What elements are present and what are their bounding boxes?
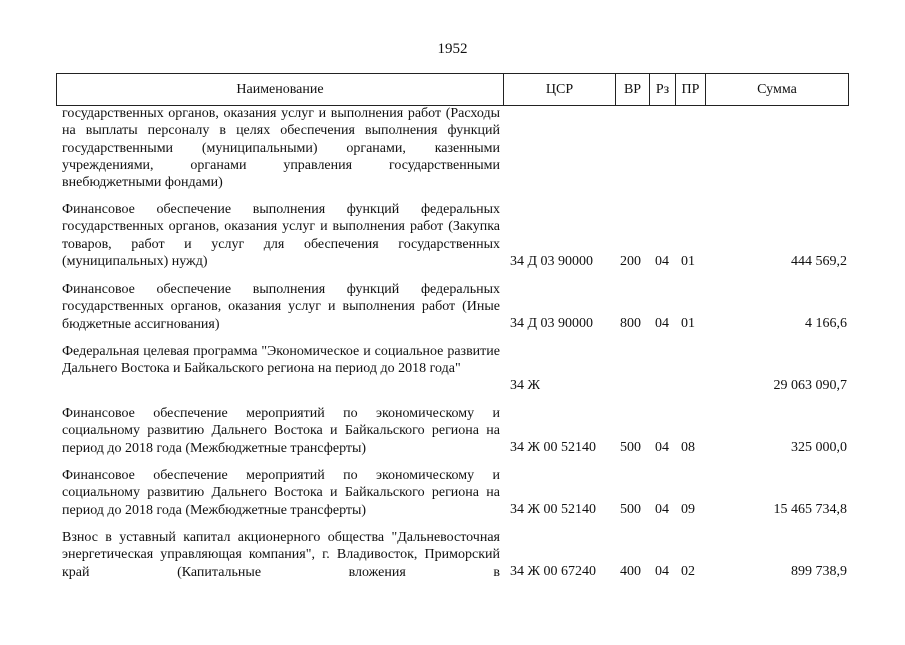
row-sum: 4 166,6 bbox=[805, 316, 847, 331]
page-number: 1952 bbox=[437, 41, 468, 57]
row-sum: 29 063 090,7 bbox=[773, 378, 847, 393]
header-pr: ПР bbox=[675, 74, 705, 105]
row-pr: 01 bbox=[681, 316, 695, 331]
row-csr: 34 Д 03 90000 bbox=[510, 254, 594, 269]
row-csr: 34 Ж 00 52140 bbox=[510, 440, 597, 455]
row-name: Финансовое обеспечение выполнения функций федеральных государственных органов, оказания услуг и выполнения работ (Закупка товаров, работ и услуг для обеспечения государственных (муниципальных) нужд) bbox=[62, 202, 500, 269]
row-name: Федеральная целевая программа "Экономическое и социальное развитие Дальнего Востока и Байкальского региона на период до 2018 года" bbox=[62, 344, 500, 377]
header-vr: ВР bbox=[615, 74, 649, 105]
row-rz: 04 bbox=[655, 502, 669, 517]
row-vr: 800 bbox=[620, 316, 641, 331]
row-rz: 04 bbox=[655, 564, 669, 579]
row-name: Финансовое обеспечение мероприятий по экономическому и социальному развитию Дальнего Востока и Байкальского региона на период до 2018 года (Межбюджетные трансферты) bbox=[62, 468, 500, 518]
row-pr: 09 bbox=[681, 502, 695, 517]
row-pr: 01 bbox=[681, 254, 695, 269]
row-sum: 325 000,0 bbox=[791, 440, 847, 455]
header-sum: Сумма bbox=[705, 74, 849, 105]
row-name: Взнос в уставный капитал акционерного общества "Дальневосточная энергетическая управляющая компания", г. Владивосток, Приморский край (Капитальные вложения в bbox=[62, 530, 500, 580]
row-name: Финансовое обеспечение мероприятий по экономическому и социальному развитию Дальнего Востока и Байкальского региона на период до 2018 года (Межбюджетные трансферты) bbox=[62, 406, 500, 456]
row-csr: 34 Д 03 90000 bbox=[510, 316, 594, 331]
row-sum: 444 569,2 bbox=[791, 254, 847, 269]
row-rz: 04 bbox=[655, 254, 669, 269]
row-name: Финансовое обеспечение выполнения функций федеральных государственных органов, оказания услуг и выполнения работ (Иные бюджетные ассигнования) bbox=[62, 282, 500, 332]
table-header bbox=[56, 73, 849, 106]
row-name: государственных органов, оказания услуг и выполнения работ (Расходы на выплаты персоналу в целях обеспечения выполнения функций государственными (муниципальными) органами, казенными учреждениями, органами управления государственными внебюджетными фондами) bbox=[62, 106, 500, 191]
row-pr: 02 bbox=[681, 564, 695, 579]
row-rz: 04 bbox=[655, 440, 669, 455]
table-body bbox=[56, 105, 849, 645]
row-csr: 34 Ж 00 52140 bbox=[510, 502, 597, 517]
row-sum: 899 738,9 bbox=[791, 564, 847, 579]
row-vr: 400 bbox=[620, 564, 641, 579]
header-name: Наименование bbox=[56, 74, 503, 105]
row-csr: 34 Ж bbox=[510, 378, 541, 393]
row-vr: 500 bbox=[620, 502, 641, 517]
row-vr: 500 bbox=[620, 440, 641, 455]
row-sum: 15 465 734,8 bbox=[773, 502, 847, 517]
header-rz: Рз bbox=[649, 74, 675, 105]
row-rz: 04 bbox=[655, 316, 669, 331]
row-vr: 200 bbox=[620, 254, 641, 269]
row-pr: 08 bbox=[681, 440, 695, 455]
row-csr: 34 Ж 00 67240 bbox=[510, 564, 597, 579]
header-csr: ЦСР bbox=[503, 74, 615, 105]
